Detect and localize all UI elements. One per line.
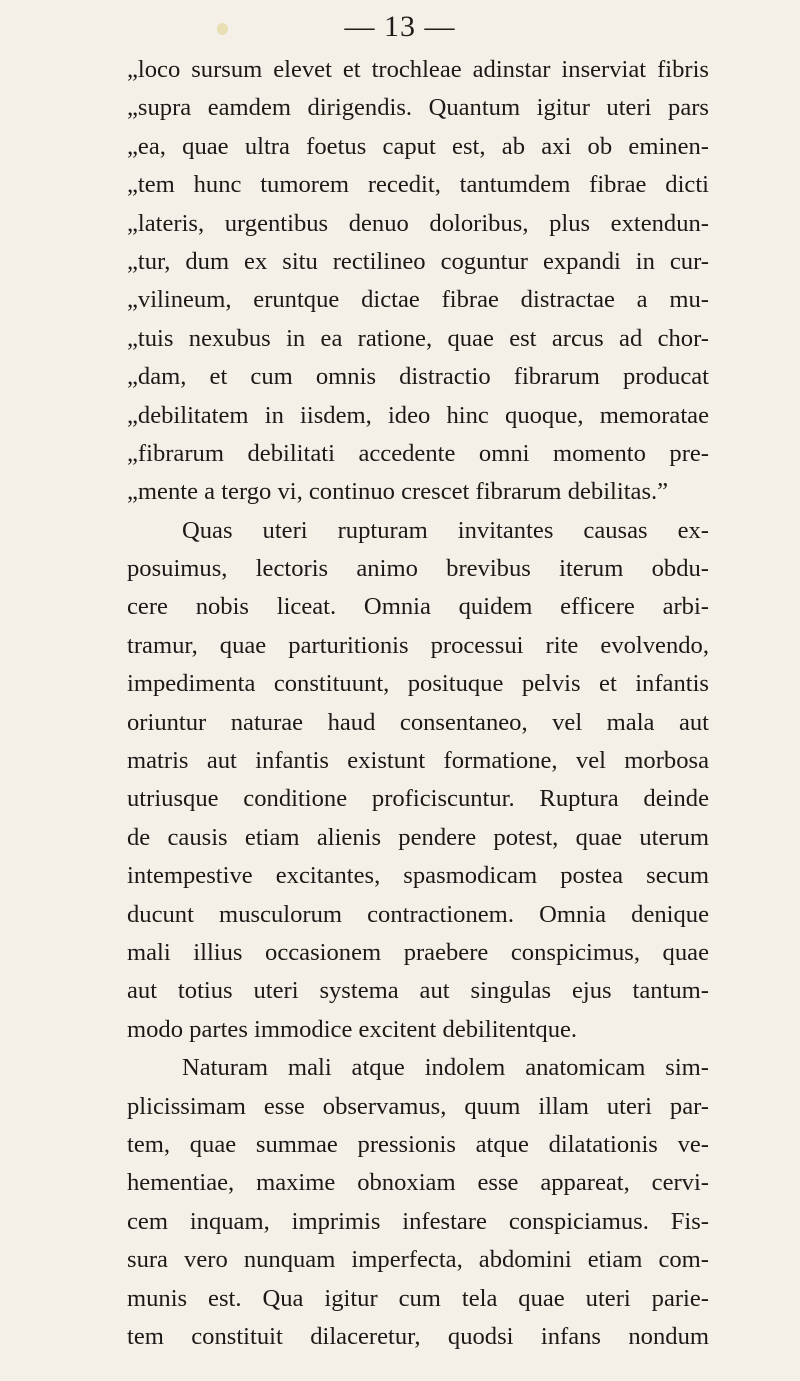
- text-line: matris aut infantis existunt formatione, vel morbosa: [127, 747, 709, 775]
- text-line: cem inquam, imprimis infestare conspiciamus. Fis-: [127, 1207, 709, 1235]
- text-line: modo partes immodice excitent debilitentque.: [127, 1015, 578, 1043]
- text-line: „lateris, urgentibus denuo doloribus, plus extendun-: [127, 209, 709, 237]
- text-line: plicissimam esse observamus, quum illam uteri par-: [127, 1092, 709, 1120]
- text-line: tramur, quae parturitionis processui rite evolvendo,: [127, 631, 709, 659]
- text-line: sura vero nunquam imperfecta, abdomini etiam com-: [127, 1246, 709, 1274]
- text-line: „ea, quae ultra foetus caput est, ab axi ob eminen-: [127, 132, 709, 160]
- text-line: „fibrarum debilitati accedente omni momento pre-: [127, 439, 709, 467]
- text-line: impedimenta constituunt, posituque pelvis et infantis: [127, 670, 709, 698]
- text-line: „tur, dum ex situ rectilineo coguntur expandi in cur-: [127, 247, 709, 275]
- page-number: — 13 —: [344, 10, 456, 43]
- text-line: utriusque conditione proficiscuntur. Ruptura deinde: [127, 785, 709, 813]
- text-line: tem constituit dilaceretur, quodsi infans nondum: [127, 1322, 709, 1350]
- text-line: de causis etiam alienis pendere potest, quae uterum: [127, 823, 709, 851]
- text-line: „loco sursum elevet et trochleae adinstar inserviat fibris: [127, 56, 709, 83]
- text-line: posuimus, lectoris animo brevibus iterum obdu-: [127, 555, 709, 583]
- body-text: [127, 51, 709, 1356]
- text-line: aut totius uteri systema aut singulas ejus tantum-: [127, 977, 709, 1005]
- text-line: „debilitatem in iisdem, ideo hinc quoque, memoratae: [127, 401, 709, 429]
- text-line: munis est. Qua igitur cum tela quae uteri parie-: [127, 1284, 709, 1312]
- text-line: „supra eamdem dirigendis. Quantum igitur uteri pars: [127, 94, 709, 122]
- text-line: „tem hunc tumorem recedit, tantumdem fibrae dicti: [127, 171, 709, 199]
- text-line: tem, quae summae pressionis atque dilatationis ve-: [127, 1130, 709, 1158]
- text-line: „vilineum, eruntque dictae fibrae distractae a mu-: [127, 286, 709, 314]
- text-line: cere nobis liceat. Omnia quidem efficere arbi-: [127, 593, 709, 621]
- paragraph-first-line: Quas uteri rupturam invitantes causas ex-: [182, 516, 709, 544]
- paragraph-first-line: Naturam mali atque indolem anatomicam sim-: [182, 1054, 709, 1082]
- text-line: hementiae, maxime obnoxiam esse appareat, cervi-: [127, 1169, 709, 1197]
- text-line: mali illius occasionem praebere conspicimus, quae: [127, 938, 709, 966]
- text-line: oriuntur naturae haud consentaneo, vel mala aut: [127, 708, 709, 736]
- text-line: „tuis nexubus in ea ratione, quae est arcus ad chor-: [127, 324, 709, 352]
- text-line: „mente a tergo vi, continuo crescet fibrarum debilitas.”: [127, 478, 669, 506]
- text-line: ducunt musculorum contractionem. Omnia denique: [127, 900, 709, 928]
- text-line: „dam, et cum omnis distractio fibrarum producat: [127, 363, 709, 391]
- text-line: intempestive excitantes, spasmodicam postea secum: [127, 862, 709, 890]
